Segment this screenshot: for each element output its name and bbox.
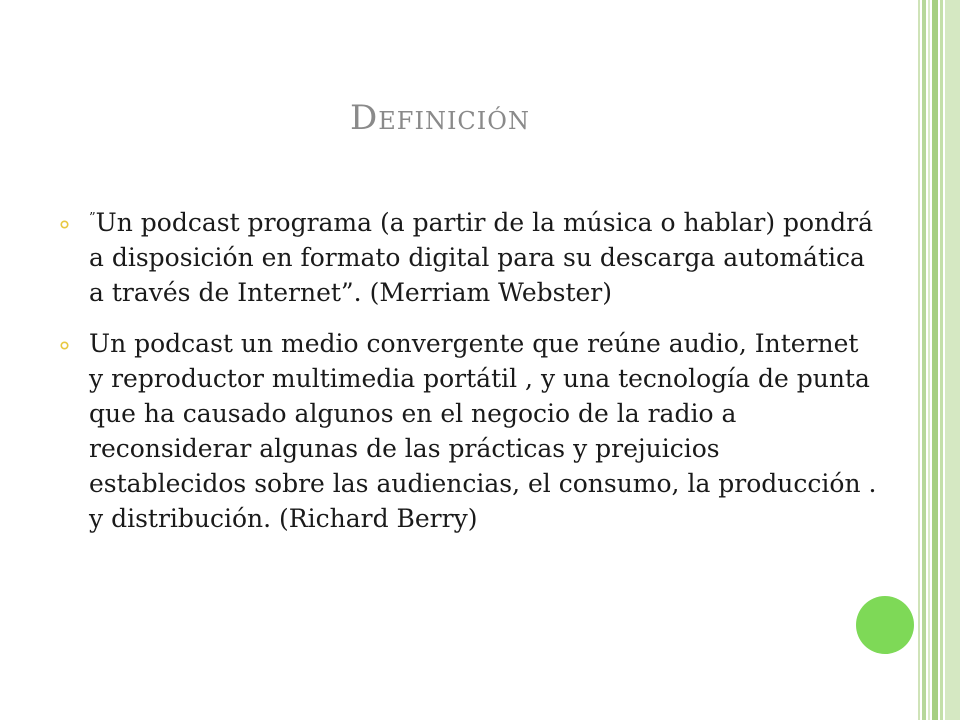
bullet-icon [60,341,69,350]
bullet-icon [60,220,69,229]
side-stripe [932,0,938,720]
bullet-item [60,326,880,536]
bullet-item [60,205,880,310]
quote-mark: ” [89,210,96,226]
bullet-list [60,205,880,552]
green-circle-icon [856,596,914,654]
side-stripe [918,0,920,720]
side-stripe [945,0,960,720]
side-stripe [928,0,930,720]
side-stripe [940,0,943,720]
side-stripe [922,0,926,720]
bullet-text: Un podcast programa (a partir de la música o hablar) pondrá a disposición en formato digital para su descarga automática a través de Internet”. (Merriam Webster) [89,208,874,307]
slide-title: Definición [350,98,530,138]
bullet-text: Un podcast un medio convergente que reúne audio, Internet y reproductor multimedia portátil , y una tecnología de punta que ha causado algunos en el negocio de la radio a reconsiderar algunas de las prácticas y prejuicios establecidos sobre las audiencias, el consumo, la producción . y distribución. (Richard Berry) [89,329,877,533]
